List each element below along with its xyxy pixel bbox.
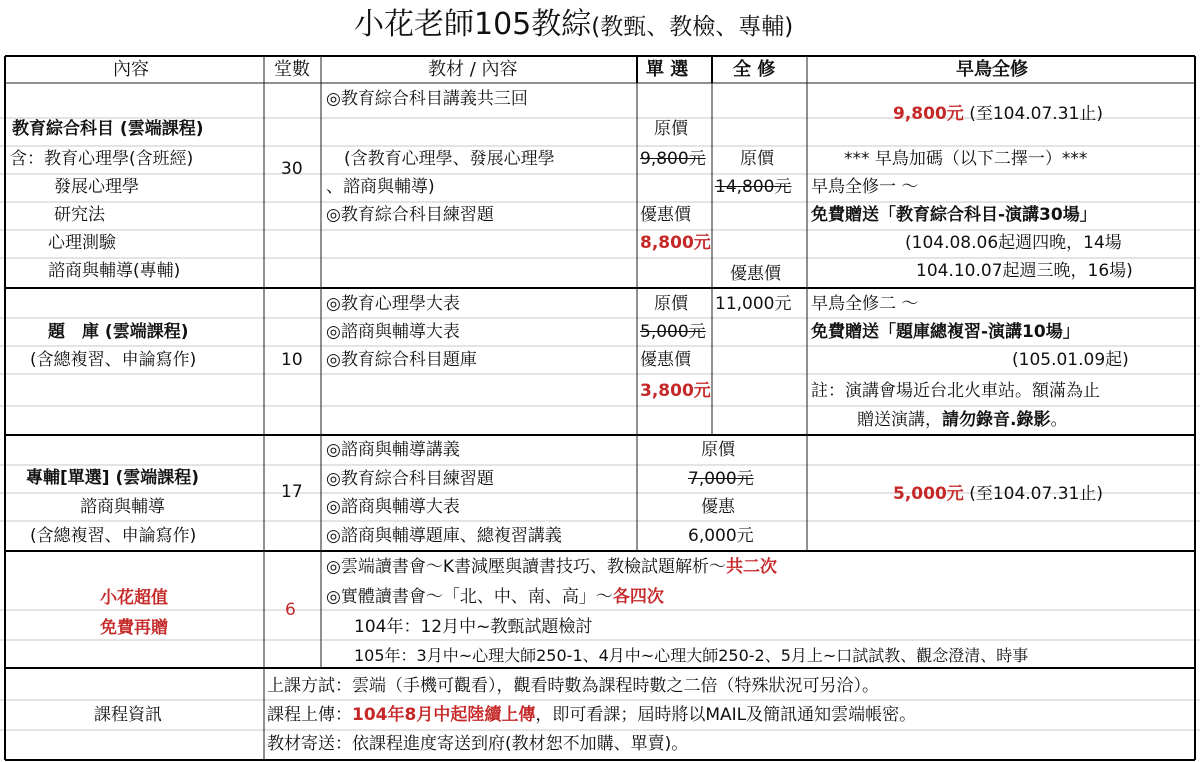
row4-bonus-line: ◎實體讀書會～「北、中、南、高」～各四次 (326, 587, 664, 607)
row2-sale-price: 3,800元 (640, 381, 711, 401)
full-sale-price: 11,000元 (715, 294, 792, 314)
early-option1-title: 早鳥全修一 ～ (811, 177, 919, 197)
row2-material: ◎諮商與輔導大表 (326, 322, 460, 342)
row3-material: ◎諮商與輔導講義 (326, 440, 460, 460)
row1-subject: 發展心理學 (54, 177, 139, 197)
early-option1-schedule: (104.08.06起週四晚，14場 (905, 233, 1122, 253)
row3-material: ◎教育綜合科目練習題 (326, 469, 494, 489)
info-line: 課程上傳：104年8月中起陸續上傳，即可看課；屆時將以MAIL及簡訊通知雲端帳密。 (267, 705, 917, 725)
row4-sessions: 6 (285, 600, 296, 620)
row3-name: 專輔[單選] (雲端課程) (26, 468, 199, 488)
row2-name: 題 庫 (雲端課程) (48, 322, 189, 342)
early-note: 贈送演講，請勿錄音.錄影。 (857, 410, 1068, 430)
row1-subject: 含：教育心理學(含班經) (10, 149, 194, 169)
header-single: 單 選 (646, 59, 689, 80)
early-option1-gift: 免費贈送「教育綜合科目-演講30場」 (811, 205, 1097, 225)
row1-material: ◎教育綜合科目練習題 (326, 205, 494, 225)
early-option1-schedule: 104.10.07起週三晚，16場) (916, 261, 1133, 281)
full-orig-label: 原價 (740, 149, 774, 169)
info-line: 上課方試：雲端（手機可觀看），觀看時數為課程時數之二倍（特殊狀況可另洽）。 (267, 676, 879, 696)
full-sale-label: 優惠價 (730, 264, 781, 284)
row3-orig-label: 原價 (701, 440, 735, 460)
row1-subject: 心理測驗 (48, 233, 116, 253)
row1-sale-label: 優惠價 (640, 205, 691, 225)
row2-material: ◎教育綜合科目題庫 (326, 350, 477, 370)
row3-sub: 諮商與輔導 (80, 497, 165, 517)
info-line: 教材寄送：依課程進度寄送到府(教材恕不加購、單賣)。 (267, 734, 689, 754)
early-bonus-header: *** 早鳥加碼（以下二擇一）*** (844, 149, 1088, 169)
row4-name: 免費再贈 (100, 618, 168, 638)
row3-sessions: 17 (281, 482, 303, 502)
row3-sale-label: 優惠 (701, 497, 735, 517)
row1-orig-price: 9,800元 (640, 149, 706, 169)
row1-orig-label: 原價 (654, 119, 688, 139)
row3-orig-price: 7,000元 (688, 469, 754, 489)
row3-early-price: 5,000元 (至104.07.31止) (893, 484, 1103, 504)
header-content: 內容 (113, 59, 149, 80)
early-note: 註：演講會場近台北火車站。額滿為止 (811, 381, 1100, 401)
header-early: 早鳥全修 (956, 59, 1028, 80)
row3-material: ◎諮商與輔導大表 (326, 497, 460, 517)
row4-bonus-line: 105年：3月中~心理大師250-1、4月中~心理大師250-2、5月上~口試試教、觀念澄清、時事 (354, 646, 1029, 665)
row2-orig-label: 原價 (654, 294, 688, 314)
early-option2-schedule: (105.01.09起) (1012, 350, 1129, 370)
row3-sale-price: 6,000元 (688, 526, 754, 546)
header-sessions: 堂數 (274, 59, 310, 80)
page-title: 小花老師105教綜(教甄、教檢、專輔) (354, 7, 794, 42)
row1-material: ◎教育綜合科目講義共三回 (326, 89, 528, 109)
row1-subject: 研究法 (54, 205, 105, 225)
info-label: 課程資訊 (94, 705, 162, 725)
early-option2-gift: 免費贈送「題庫總複習-演講10場」 (811, 322, 1080, 342)
row2-sessions: 10 (281, 350, 303, 370)
row2-sub: (含總複習、申論寫作) (30, 350, 197, 370)
row4-bonus-line: 104年：12月中~教甄試題檢討 (354, 617, 593, 637)
row3-material: ◎諮商與輔導題庫、總複習講義 (326, 526, 562, 546)
row3-sub: (含總複習、申論寫作) (30, 526, 197, 546)
row2-material: ◎教育心理學大表 (326, 294, 460, 314)
row1-sessions: 30 (281, 159, 303, 179)
row1-name: 教育綜合科目 (雲端課程) (12, 119, 204, 139)
row1-material: 、諮商與輔導) (326, 177, 435, 197)
header-full: 全 修 (733, 59, 776, 80)
header-material: 教材 / 內容 (428, 59, 518, 80)
full-orig-price: 14,800元 (715, 177, 792, 197)
row2-sale-label: 優惠價 (640, 350, 691, 370)
row1-material: (含教育心理學、發展心理學 (344, 149, 555, 169)
row1-sale-price: 8,800元 (640, 233, 711, 253)
early-price: 9,800元 (至104.07.31止) (893, 104, 1103, 124)
row4-bonus-line: ◎雲端讀書會～K書減壓與讀書技巧、教檢試題解析～共二次 (326, 557, 777, 577)
early-option2-title: 早鳥全修二 ～ (811, 294, 919, 314)
row1-subject: 諮商與輔導(專輔) (48, 261, 181, 281)
row2-orig-price: 5,000元 (640, 322, 706, 342)
row4-name: 小花超值 (100, 588, 168, 608)
